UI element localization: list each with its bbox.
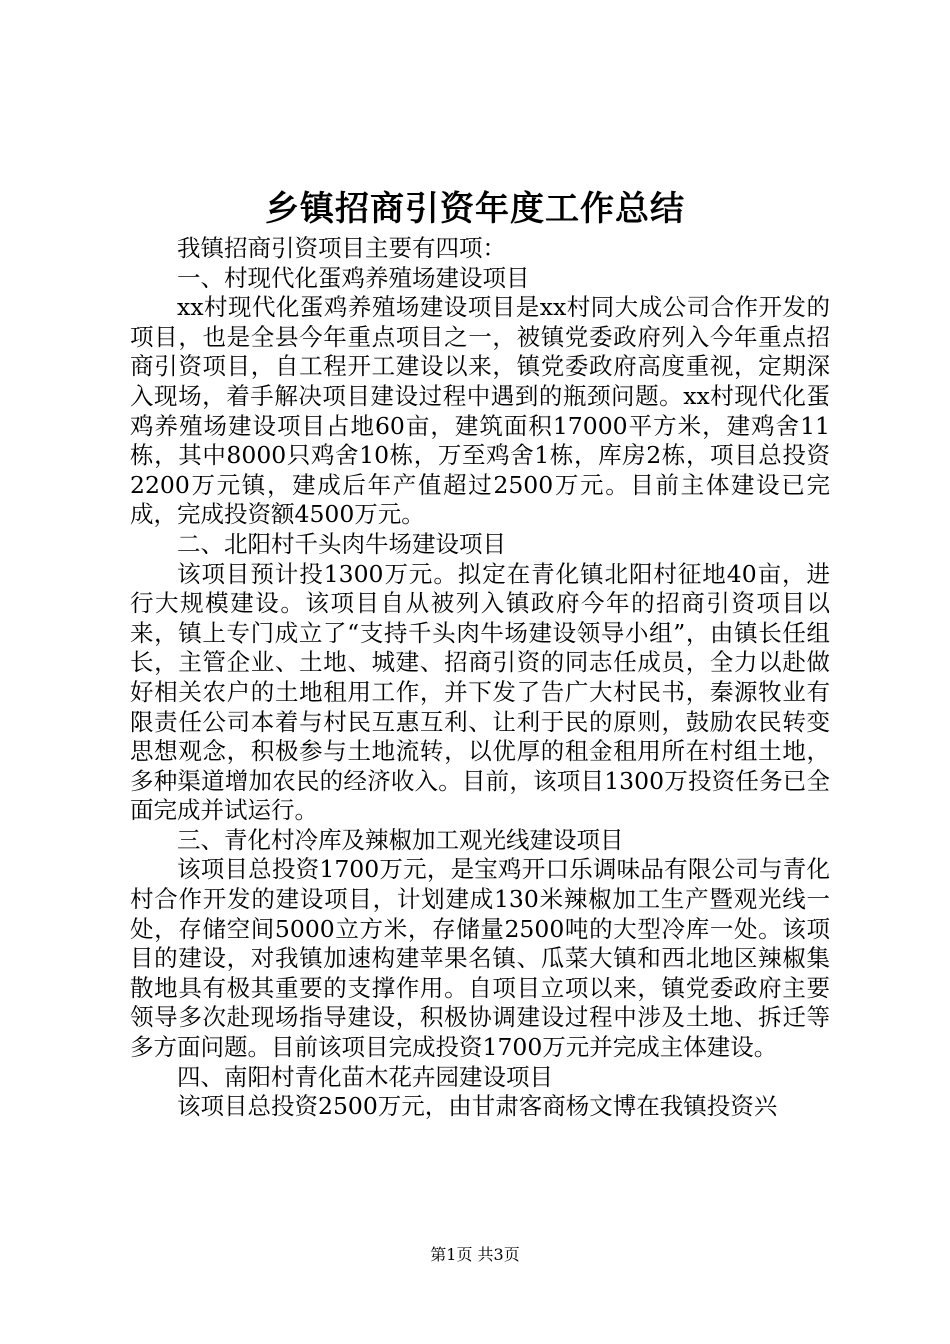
section-heading-3: 三、青化村冷库及辣椒加工观光线建设项目 bbox=[177, 825, 624, 854]
section-body-4: 该项目总投资2500万元，由甘肃客商杨文博在我镇投资兴 bbox=[177, 1092, 778, 1121]
document-body bbox=[130, 234, 830, 1122]
page-footer: 第1页 共3页 bbox=[430, 1245, 520, 1264]
intro-paragraph: 我镇招商引资项目主要有四项： bbox=[177, 234, 506, 262]
section-body-2: 该项目预计投1300万元。拟定在青化镇北阳村征地40亩，进行大规模建设。该项目自从被列入镇政府今年的招商引资项目以来，镇上专门成立了“支持千头肉牛场建设领导小组”，由镇长任组长，主管企业、土地、城建、招商引资的同志任成员，全力以赴做好相关农户的土地租用工作，并下发了告广大村民书，秦源牧业有限责任公司本着与村民互惠互利、让利于民的原则，鼓励农民转变思想观念，积极参与土地流转，以优厚的租金租用所在村组土地，多种渠道增加农民的经济收入。目前，该项目1300万投资任务已全面完成并试运行。 bbox=[130, 559, 830, 825]
section-body-3: 该项目总投资1700万元，是宝鸡开口乐调味品有限公司与青化村合作开发的建设项目，计划建成130米辣椒加工生产暨观光线一处，存储空间5000立方米，存储量2500吨的大型冷库一处。该项目的建设，对我镇加速构建苹果名镇、瓜菜大镇和西北地区辣椒集散地具有极其重要的支撑作用。自项目立项以来，镇党委政府主要领导多次赴现场指导建设，积极协调建设过程中涉及土地、拆迁等多方面问题。目前该项目完成投资1700万元并完成主体建设。 bbox=[130, 855, 830, 1062]
document-title: 乡镇招商引资年度工作总结 bbox=[265, 189, 685, 229]
section-body-1: xx村现代化蛋鸡养殖场建设项目是xx村同大成公司合作开发的项目，也是全县今年重点项目之一，被镇党委政府列入今年重点招商引资项目，自工程开工建设以来，镇党委政府高度重视，定期深入现场，着手解决项目建设过程中遇到的瓶颈问题。xx村现代化蛋鸡养殖场建设项目占地60亩，建筑面积17000平方米，建鸡舍11栋，其中8000只鸡舍10栋，万至鸡舍1栋，库房2栋，项目总投资2200万元镇，建成后年产值超过2500万元。目前主体建设已完成，完成投资额4500万元。 bbox=[130, 293, 830, 529]
section-heading-1: 一、村现代化蛋鸡养殖场建设项目 bbox=[177, 263, 530, 292]
section-heading-2: 二、北阳村千头肉牛场建设项目 bbox=[177, 529, 506, 558]
section-heading-4: 四、南阳村青化苗木花卉园建设项目 bbox=[177, 1062, 553, 1091]
